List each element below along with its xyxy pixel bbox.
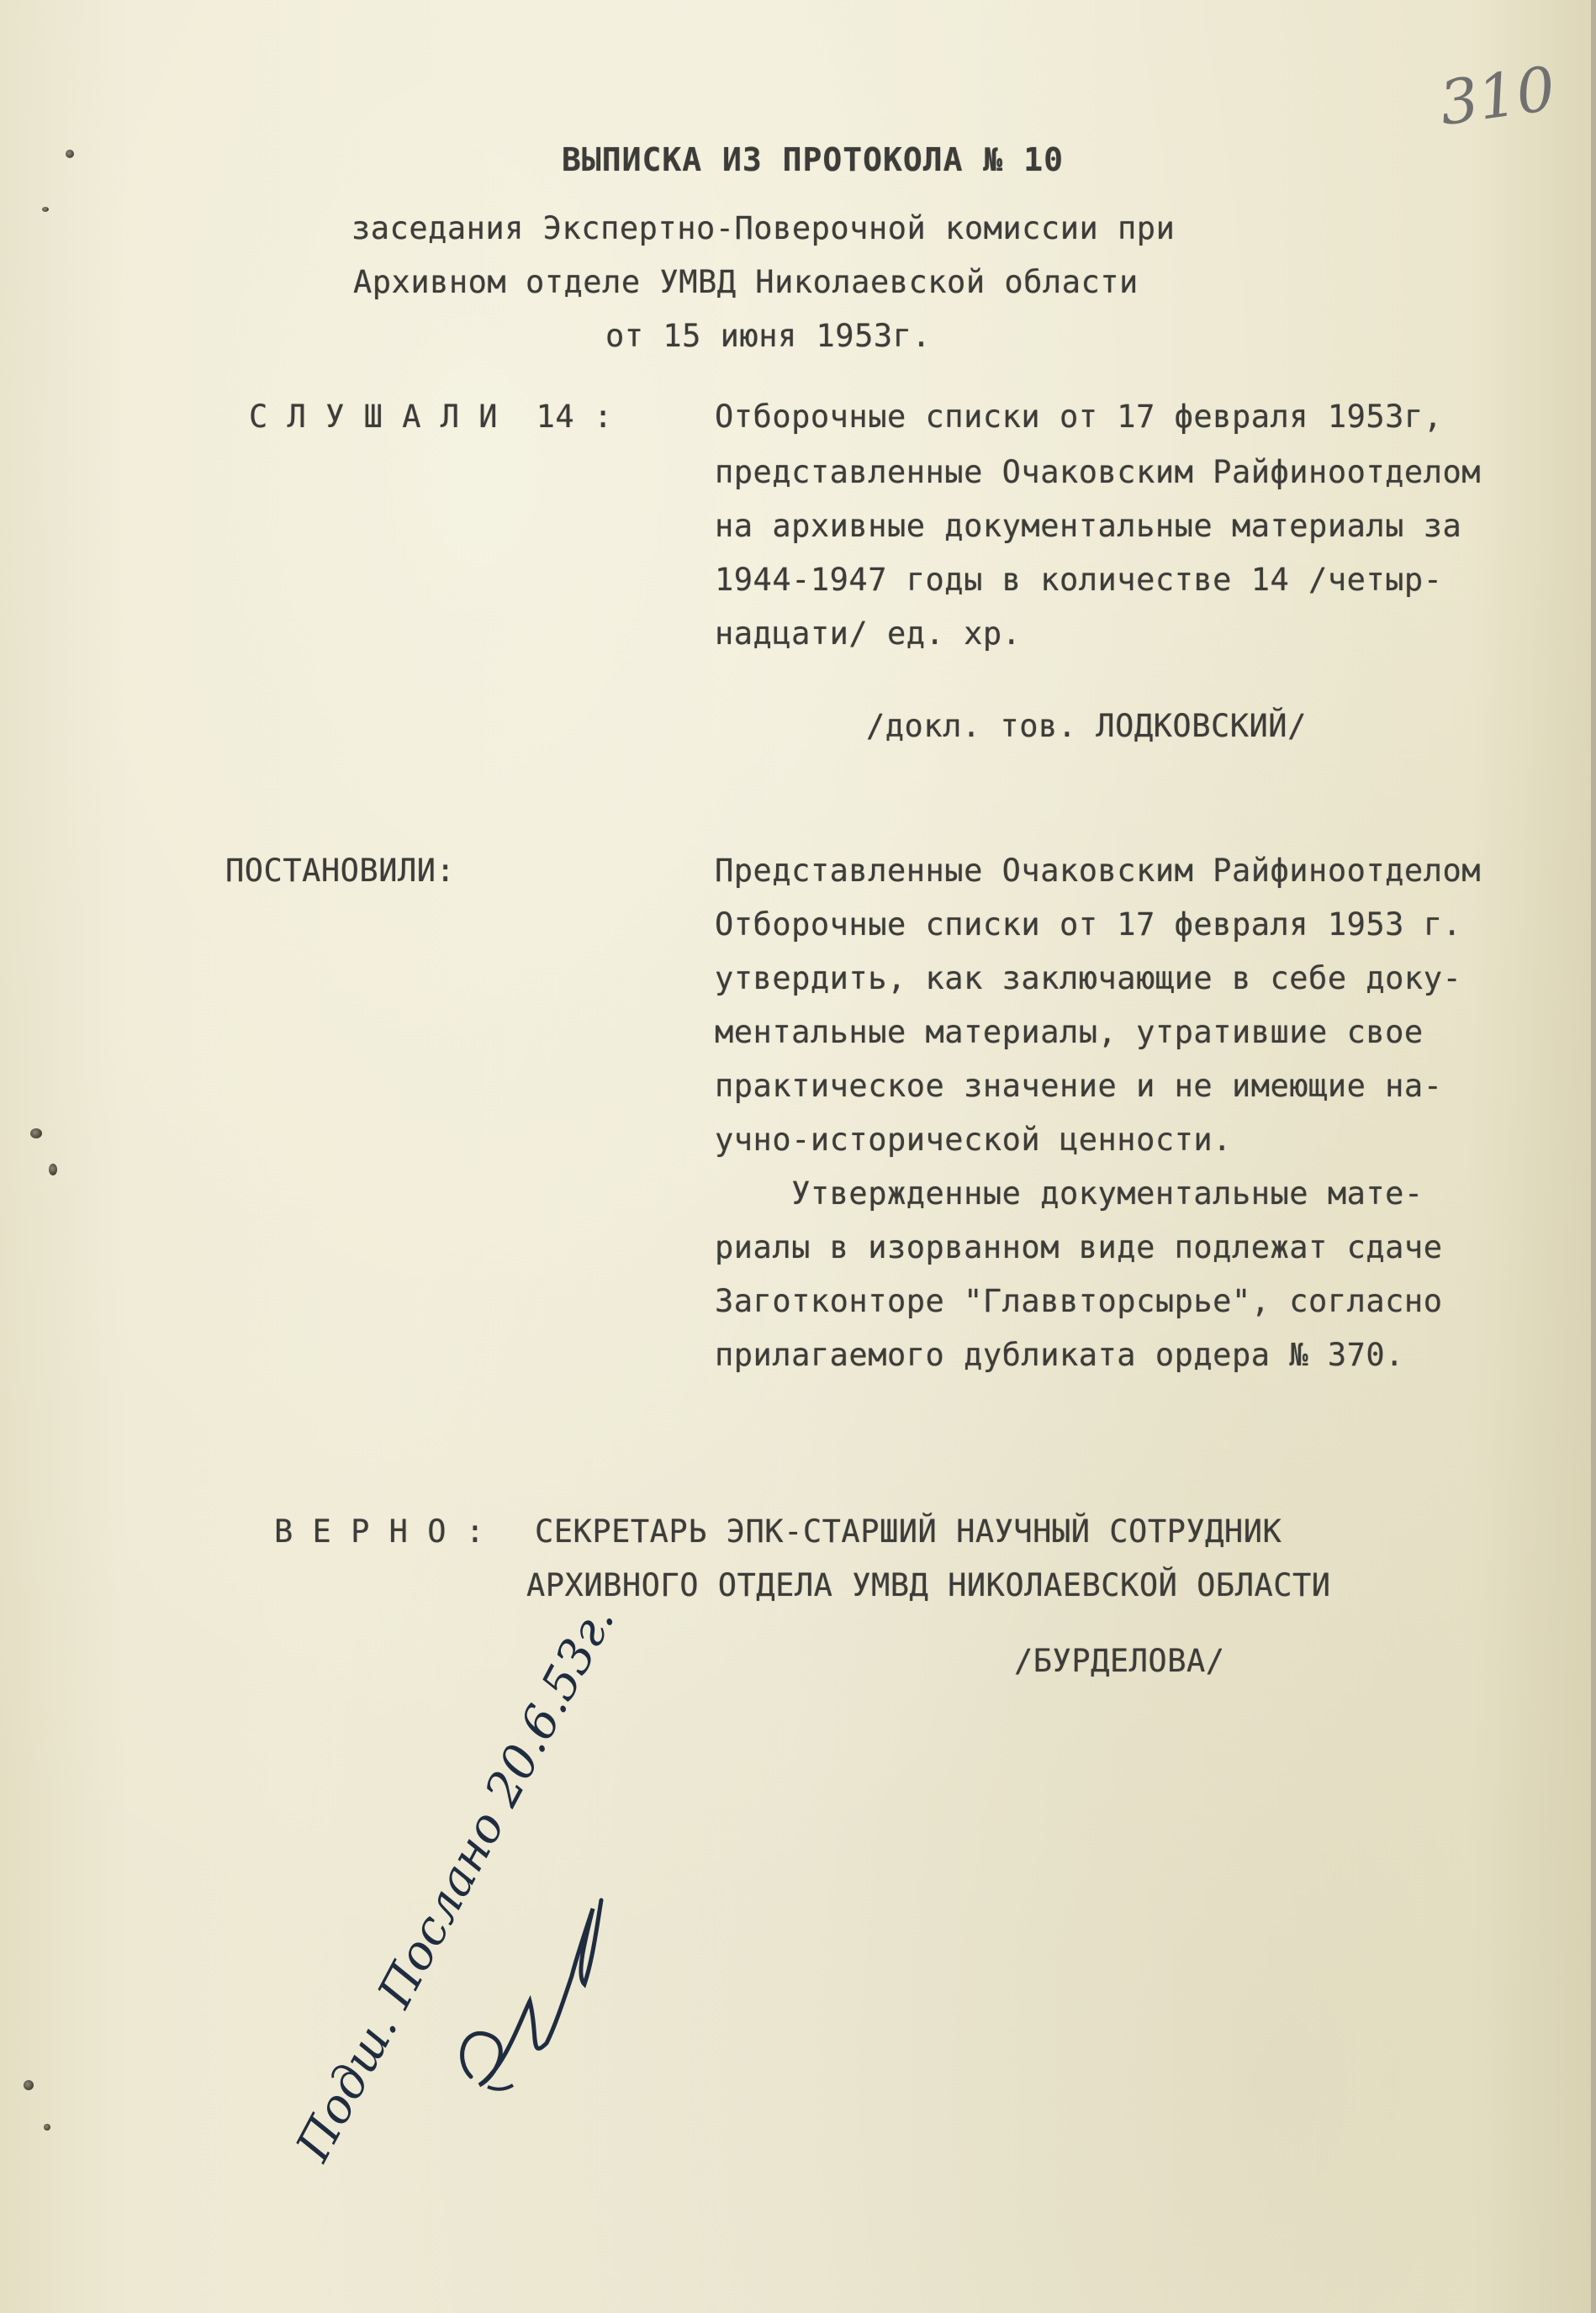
resolved-line: утвердить, как заключающие в себе доку-	[715, 960, 1462, 996]
resolved-line: прилагаемого дубликата ордера № 370.	[715, 1337, 1404, 1373]
signature-icon	[437, 1833, 605, 2102]
page-edge	[1591, 0, 1596, 2313]
resolved-line: Заготконторе "Главвторсырье", согласно	[715, 1283, 1443, 1319]
page-number: 310	[1435, 52, 1560, 140]
resolved-line: Представленные Очаковским Райфиноотделом	[715, 853, 1482, 889]
certification-line-2: АРХИВНОГО ОТДЕЛА УМВД НИКОЛАЕВСКОЙ ОБЛАСТИ	[526, 1567, 1331, 1603]
binder-mark-bottom	[44, 2124, 50, 2131]
binder-hole-middle-2	[49, 1164, 57, 1175]
binder-hole-top	[66, 150, 74, 158]
resolved-line: риалы в изорванном виде подлежат сдаче	[715, 1229, 1443, 1265]
certification-line-1: СЕКРЕТАРЬ ЭПК-СТАРШИЙ НАУЧНЫЙ СОТРУДНИК	[535, 1513, 1282, 1550]
resolved-line: учно-исторической ценности.	[715, 1122, 1232, 1158]
heard-line: представленные Очаковским Райфиноотделом	[715, 454, 1482, 490]
resolved-line: ментальные материалы, утратившие свое	[715, 1014, 1424, 1050]
header-date: от 15 июня 1953г.	[605, 318, 932, 354]
resolved-line: практическое значение и не имеющие на-	[715, 1068, 1443, 1104]
heard-line: 1944-1947 годы в количестве 14 /четыр-	[715, 562, 1443, 598]
certification-name: /БУРДЕЛОВА/	[1014, 1643, 1225, 1679]
heard-line: надцати/ ед. хр.	[715, 615, 1022, 652]
resolved-line: Утвержденные документальные мате-	[715, 1175, 1424, 1212]
binder-mark-small	[42, 207, 49, 212]
header-line-2: Архивном отделе УМВД Николаевской области	[353, 264, 1139, 300]
binder-hole-middle	[30, 1128, 42, 1138]
header-line-1: заседания Экспертно-Поверочной комиссии при	[351, 210, 1176, 246]
binder-hole-bottom	[24, 2080, 34, 2090]
heard-label: С Л У Ш А Л И 14 :	[249, 399, 613, 435]
handwritten-note: Подш. Послано 20.6.53г.	[286, 1596, 626, 2170]
heard-line: Отборочные списки от 17 февраля 1953г,	[715, 399, 1443, 435]
heard-line: на архивные документальные материалы за	[715, 508, 1462, 544]
heard-speaker: /докл. тов. ЛОДКОВСКИЙ/	[866, 708, 1307, 744]
resolved-line: Отборочные списки от 17 февраля 1953 г.	[715, 906, 1462, 943]
resolved-label: ПОСТАНОВИЛИ:	[225, 853, 456, 889]
document-title: ВЫПИСКА ИЗ ПРОТОКОЛА № 10	[562, 141, 1064, 178]
certification-label: В Е Р Н О :	[274, 1513, 485, 1550]
